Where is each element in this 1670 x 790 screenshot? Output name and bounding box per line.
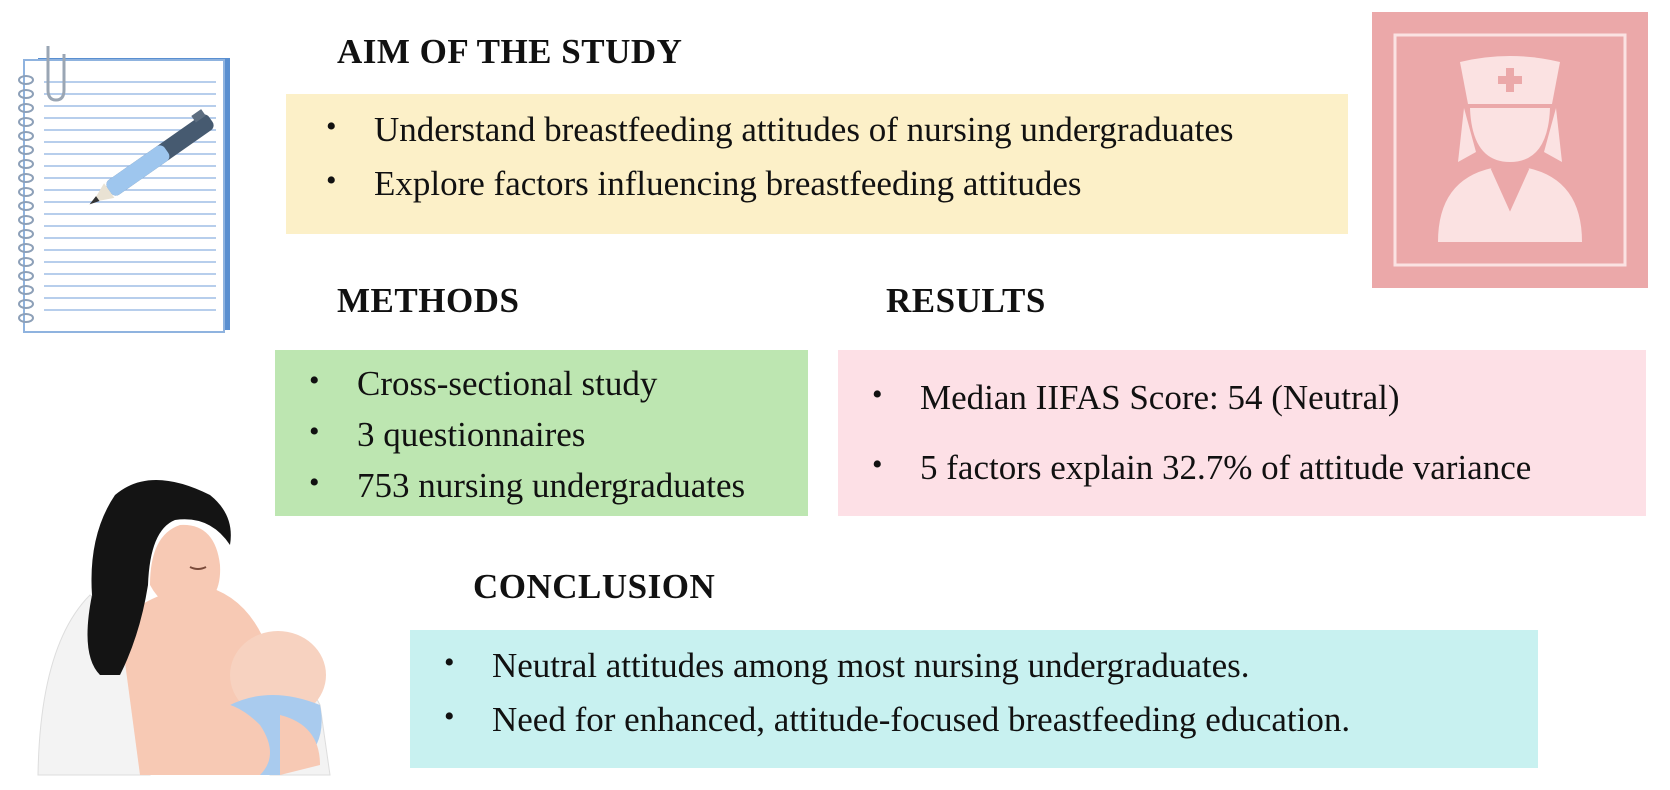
breastfeeding-mother-icon: [30, 475, 360, 785]
aim-box: [286, 94, 1348, 234]
results-bullet-item: [872, 450, 1632, 490]
bullet-marker: •: [444, 646, 455, 679]
aim-heading: AIM OF THE STUDY: [337, 32, 683, 71]
conclusion-bullet-item: [444, 702, 1524, 742]
results-bullet-text: 5 factors explain 32.7% of attitude variance: [920, 448, 1532, 487]
bullet-marker: •: [872, 378, 883, 411]
results-bullet-text: Median IIFAS Score: 54 (Neutral): [920, 378, 1400, 417]
methods-bullet-text: 3 questionnaires: [357, 415, 586, 454]
methods-heading: METHODS: [337, 281, 520, 320]
conclusion-bullet-item: [444, 648, 1524, 688]
methods-bullet-item: [309, 366, 799, 406]
aim-bullet-item: [326, 112, 1326, 152]
notebook-pen-icon: [10, 40, 260, 340]
methods-box: [275, 350, 808, 516]
conclusion-heading: CONCLUSION: [473, 567, 716, 606]
results-heading: RESULTS: [886, 281, 1046, 320]
bullet-marker: •: [872, 448, 883, 481]
methods-bullet-item: [309, 417, 799, 457]
methods-bullet-text: 753 nursing undergraduates: [357, 466, 746, 505]
results-box: [838, 350, 1646, 516]
methods-bullet-text: Cross-sectional study: [357, 364, 658, 403]
conclusion-bullet-text: Neutral attitudes among most nursing undergraduates.: [492, 646, 1250, 685]
aim-bullet-text: Understand breastfeeding attitudes of nursing undergraduates: [374, 110, 1234, 149]
bullet-marker: •: [309, 364, 320, 397]
aim-bullet-item: [326, 166, 1326, 206]
results-bullet-item: [872, 380, 1632, 420]
nurse-icon: [1372, 12, 1648, 288]
bullet-marker: •: [444, 700, 455, 733]
methods-bullet-item: [309, 468, 799, 508]
bullet-marker: •: [326, 164, 337, 197]
conclusion-box: [410, 630, 1538, 768]
bullet-marker: •: [309, 415, 320, 448]
aim-bullet-text: Explore factors influencing breastfeeding attitudes: [374, 164, 1082, 203]
conclusion-bullet-text: Need for enhanced, attitude-focused breastfeeding education.: [492, 700, 1351, 739]
bullet-marker: •: [326, 110, 337, 143]
bullet-marker: •: [309, 466, 320, 499]
